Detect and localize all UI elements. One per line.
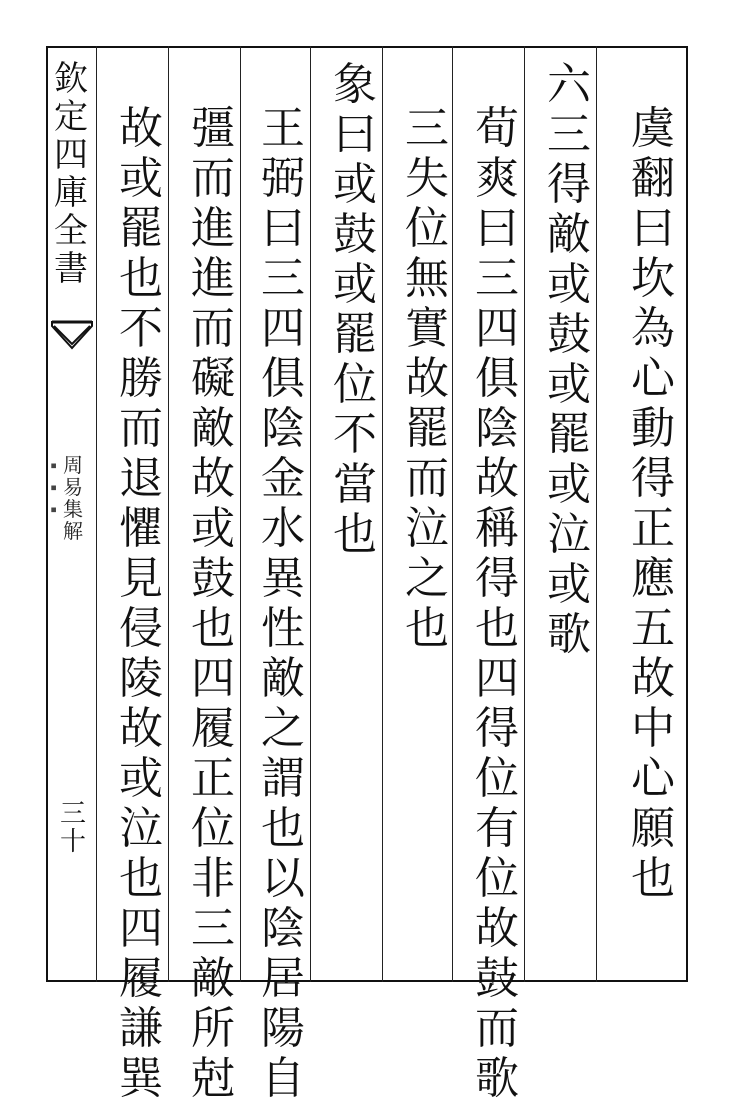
margin-decoration: ▪ ▪ ▪	[50, 458, 58, 516]
column-rule	[382, 46, 383, 982]
fish-tail-mark-icon	[50, 318, 94, 354]
column-rule	[168, 46, 169, 982]
text-column: 彊而進進而礙敵故或鼓也四履正位非三敵所尅	[191, 103, 235, 1104]
section-title: 周易集解	[63, 453, 83, 543]
page-number: 三十	[59, 799, 86, 857]
text-column: 王弼曰三四俱陰金水異性敵之謂也以陰居陽自	[261, 103, 305, 1104]
column-rule	[96, 46, 97, 982]
text-column: 六三得敵或鼓或罷或泣或歌	[547, 59, 591, 660]
text-column: 虞翻曰坎為心動得正應五故中心願也	[631, 103, 675, 904]
text-column: 荀爽曰三四俱陰故稱得也四得位有位故鼓而歌	[475, 103, 519, 1104]
text-column: 三失位無實故罷而泣之也	[405, 103, 449, 654]
column-rule	[240, 46, 241, 982]
column-rule	[310, 46, 311, 982]
text-column: 象曰或鼓或罷位不當也	[333, 59, 377, 560]
column-rule	[596, 46, 597, 982]
book-title: 欽定四庫全書	[54, 59, 88, 289]
column-rule	[524, 46, 525, 982]
text-column: 故或罷也不勝而退懼見侵陵故或泣也四履謙巽	[119, 103, 163, 1104]
